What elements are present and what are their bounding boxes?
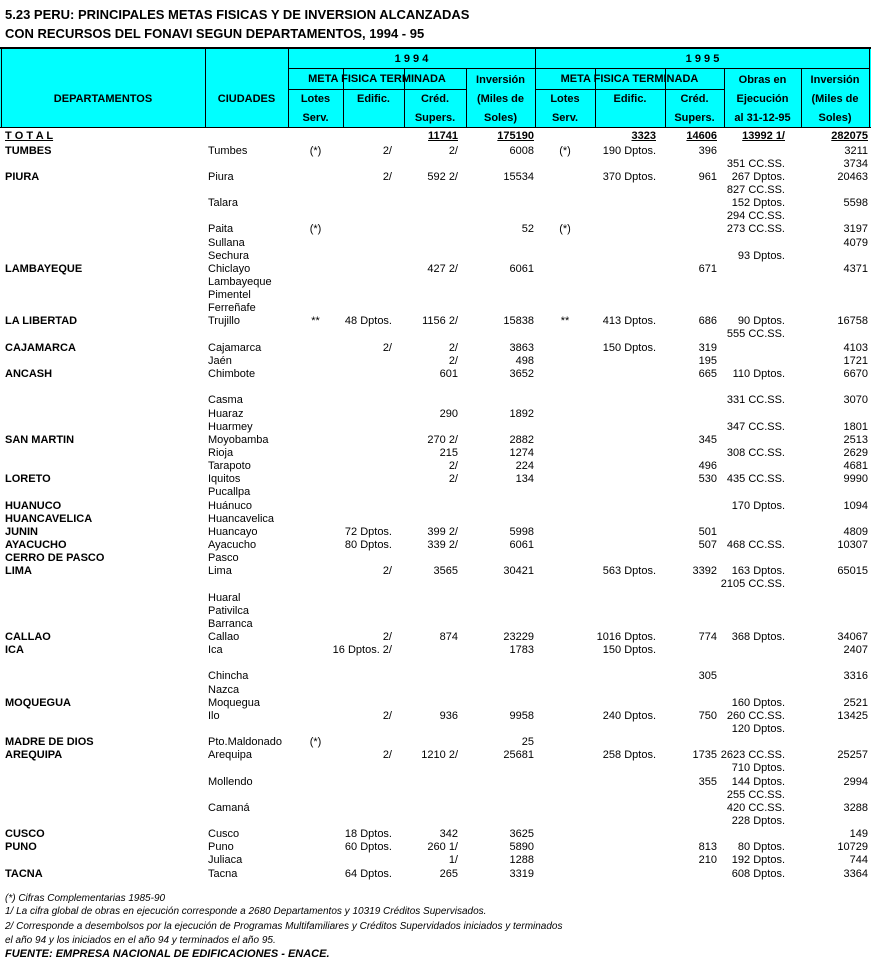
cell-edif94: 2/ — [382, 171, 392, 183]
cell-lotes94: ** — [311, 315, 320, 327]
cell-lotes94: (*) — [309, 736, 322, 748]
cell-inv94: 30421 — [503, 565, 534, 577]
cell-city: Casma — [208, 394, 243, 406]
cell-dep: LORETO — [5, 473, 51, 485]
cell-cred94: 215 — [439, 447, 458, 459]
cell-lotes95: ** — [560, 315, 570, 327]
cell-edif94: 2/ — [382, 749, 392, 761]
cell-obras: 555 CC.SS. — [726, 328, 785, 340]
cell-dep: CALLAO — [5, 631, 51, 643]
cell-city: Pto.Maldonado — [208, 736, 282, 748]
cell-inv95: 34067 — [837, 631, 868, 643]
cell-city: Huaraz — [208, 408, 244, 420]
cell-cred95: 507 — [698, 539, 717, 551]
cred-1995-header: Créd. — [680, 93, 709, 105]
cell-cred95: 750 — [698, 710, 717, 722]
edific-1994-header: Edific. — [356, 93, 390, 105]
cell-cred95: 530 — [698, 473, 717, 485]
cell-cred94: 11741 — [428, 130, 458, 142]
cell-obras: 368 Dptos. — [731, 631, 785, 643]
cell-inv94: 175190 — [497, 130, 534, 142]
cell-dep: PIURA — [5, 171, 40, 183]
cell-cred95: 496 — [698, 460, 717, 472]
cell-city: Lambayeque — [208, 276, 272, 288]
cell-obras: 80 Dptos. — [737, 841, 785, 853]
lotes-1994-header-2: Serv. — [302, 112, 329, 124]
cell-inv95: 16758 — [837, 315, 868, 327]
cell-dep: ICA — [5, 644, 24, 656]
cell-cred95: 686 — [698, 315, 717, 327]
cell-edif94: 2/ — [382, 565, 392, 577]
cell-inv94: 25 — [521, 736, 534, 748]
cell-cred95: 355 — [698, 776, 717, 788]
meta-fisica-1994-header: META FISICA TERMINADA — [308, 73, 446, 85]
cell-obras: 608 Dptos. — [731, 868, 785, 880]
cell-inv95: 744 — [849, 854, 868, 866]
cell-obras: 13992 1/ — [742, 130, 785, 142]
cell-obras: 228 Dptos. — [731, 815, 785, 827]
cell-inv95: 9990 — [843, 473, 868, 485]
year-1995-header: 1 9 9 5 — [685, 53, 720, 65]
footnote-cifras: (*) Cifras Complementarias 1985-90 — [5, 893, 166, 904]
cell-obras: 255 CC.SS. — [726, 789, 785, 801]
cell-city: Chimbote — [208, 368, 256, 380]
cell-cred94: 290 — [439, 408, 458, 420]
cell-dep: CUSCO — [5, 828, 45, 840]
cell-edif94: 72 Dptos. — [344, 526, 392, 538]
cell-city: Ayacucho — [208, 539, 257, 551]
cell-inv95: 2407 — [843, 644, 868, 656]
cell-obras: 120 Dptos. — [731, 723, 785, 735]
cred-1994-header: Créd. — [420, 93, 450, 105]
cell-inv94: 5890 — [509, 841, 534, 853]
cell-obras: 827 CC.SS. — [726, 184, 785, 196]
cell-inv94: 224 — [515, 460, 534, 472]
cell-city: Barranca — [208, 618, 253, 630]
cell-obras: 331 CC.SS. — [726, 394, 785, 406]
cell-city: Callao — [208, 631, 240, 643]
cell-lotes94: (*) — [309, 223, 322, 235]
cell-dep: CERRO DE PASCO — [5, 552, 105, 564]
cell-city: Puno — [208, 841, 234, 853]
cell-cred95: 774 — [698, 631, 717, 643]
cell-cred94: 3565 — [433, 565, 458, 577]
cell-edif95: 240 Dptos. — [602, 710, 656, 722]
cell-city: Chiclayo — [208, 263, 251, 275]
cell-inv94: 134 — [515, 473, 534, 485]
cell-dep: LA LIBERTAD — [5, 315, 78, 327]
cell-cred94: 260 1/ — [427, 841, 458, 853]
cell-inv95: 2513 — [843, 434, 868, 446]
cell-city: Lima — [208, 565, 232, 577]
cell-inv95: 3211 — [844, 145, 868, 157]
cell-obras: 160 Dptos. — [731, 697, 785, 709]
cell-dep: HUANUCO — [5, 500, 62, 512]
cell-city: Pucallpa — [208, 486, 251, 498]
cell-edif94: 18 Dptos. — [344, 828, 392, 840]
cell-inv95: 149 — [849, 828, 868, 840]
cell-inv94: 23229 — [503, 631, 534, 643]
cell-inv95: 3364 — [843, 868, 868, 880]
cell-city: Pasco — [208, 552, 239, 564]
cell-city: Mollendo — [208, 776, 253, 788]
cell-obras: 152 Dptos. — [731, 197, 785, 209]
cell-obras: 351 CC.SS. — [726, 158, 785, 170]
cell-dep: LIMA — [5, 565, 32, 577]
cell-inv95: 3316 — [843, 670, 868, 682]
cell-cred95: 671 — [698, 263, 717, 275]
cell-cred94: 427 2/ — [427, 263, 458, 275]
cell-inv95: 10307 — [837, 539, 868, 551]
cell-obras: 93 Dptos. — [737, 250, 785, 262]
cell-dep: LAMBAYEQUE — [5, 263, 83, 275]
cell-obras: 2105 CC.SS. — [720, 578, 785, 590]
cell-obras: 294 CC.SS. — [726, 210, 785, 222]
cell-city: Tarapoto — [208, 460, 251, 472]
cell-dep: AYACUCHO — [5, 539, 67, 551]
cell-cred94: 339 2/ — [427, 539, 458, 551]
cell-obras: 420 CC.SS. — [726, 802, 785, 814]
cell-cred95: 319 — [698, 342, 717, 354]
cell-inv95: 3070 — [843, 394, 868, 406]
cell-city: Huarmey — [208, 421, 253, 433]
inversion-1995-header-3: Soles) — [818, 112, 852, 124]
cell-edif94: 60 Dptos. — [344, 841, 392, 853]
cell-dep: MADRE DE DIOS — [5, 736, 94, 748]
cell-obras: 2623 CC.SS. — [720, 749, 785, 761]
cell-city: Huaral — [208, 592, 241, 604]
cell-dep: PUNO — [5, 841, 37, 853]
cell-inv95: 4681 — [843, 460, 868, 472]
inversion-1994-header: Inversión — [476, 74, 525, 86]
cell-city: Talara — [208, 197, 238, 209]
cell-cred95: 396 — [698, 145, 717, 157]
cell-inv94: 6061 — [509, 263, 534, 275]
cell-cred94: 936 — [439, 710, 458, 722]
obras-header-3: al 31-12-95 — [734, 112, 791, 124]
cell-city: Paita — [208, 223, 234, 235]
cell-city: Camaná — [208, 802, 250, 814]
inversion-1994-header-3: Soles) — [483, 112, 517, 124]
cell-inv95: 282075 — [831, 130, 868, 142]
cell-obras: 110 Dptos. — [732, 368, 785, 380]
cell-inv94: 3652 — [509, 368, 534, 380]
cell-city: Pimentel — [208, 289, 251, 301]
cell-cred95: 305 — [698, 670, 717, 682]
cell-city: Ferreñafe — [208, 302, 256, 314]
cell-inv95: 1801 — [843, 421, 868, 433]
cell-inv95: 1094 — [843, 500, 868, 512]
cell-obras: 273 CC.SS. — [726, 223, 785, 235]
cell-cred94: 2/ — [448, 460, 458, 472]
cell-city: Jaén — [208, 355, 232, 367]
cell-inv95: 2994 — [843, 776, 868, 788]
inversion-1995-header: Inversión — [810, 74, 860, 86]
cell-cred95: 665 — [698, 368, 717, 380]
cell-city: Pativilca — [208, 605, 249, 617]
cell-cred94: 270 2/ — [427, 434, 458, 446]
cell-edif94: 2/ — [382, 342, 392, 354]
cell-city: Tumbes — [208, 145, 248, 157]
cell-inv94: 6061 — [509, 539, 534, 551]
cell-cred94: 1210 2/ — [421, 749, 458, 761]
cell-city: Sechura — [208, 250, 249, 262]
cell-city: Chincha — [208, 670, 249, 682]
cell-obras: 90 Dptos. — [737, 315, 785, 327]
cell-cred95: 345 — [698, 434, 717, 446]
cell-inv94: 5998 — [509, 526, 534, 538]
cell-inv94: 3625 — [509, 828, 534, 840]
cell-inv95: 4371 — [843, 263, 868, 275]
cell-lotes95: (*) — [559, 223, 571, 235]
cell-inv95: 13425 — [837, 710, 868, 722]
cell-edif94: 16 Dptos. 2/ — [332, 644, 392, 656]
cell-inv94: 1274 — [509, 447, 534, 459]
cell-obras: 468 CC.SS. — [726, 539, 785, 551]
cell-cred94: 342 — [439, 828, 458, 840]
cell-inv95: 3734 — [843, 158, 868, 170]
cell-city: Cajamarca — [208, 342, 262, 354]
cell-edif95: 370 Dptos. — [602, 171, 656, 183]
cell-inv95: 3197 — [843, 223, 868, 235]
cell-inv94: 6008 — [509, 145, 534, 157]
cell-inv94: 3319 — [509, 868, 534, 880]
cell-city: Juliaca — [208, 854, 243, 866]
cell-edif95: 3323 — [631, 130, 656, 142]
cell-cred95: 961 — [698, 171, 717, 183]
cell-inv95: 65015 — [837, 565, 868, 577]
edific-1995-header: Edific. — [613, 93, 647, 105]
cell-cred94: 592 2/ — [427, 171, 458, 183]
cell-inv95: 6670 — [843, 368, 868, 380]
cell-cred94: 2/ — [448, 355, 458, 367]
ciudades-header: CIUDADES — [217, 93, 276, 105]
cell-dep: SAN MARTIN — [5, 434, 75, 446]
cell-obras: 347 CC.SS. — [726, 421, 785, 433]
cell-obras: 267 Dptos. — [731, 171, 785, 183]
meta-fisica-1995-header: META FISICA TERMINADA — [560, 73, 699, 85]
cell-edif95: 1016 Dptos. — [596, 631, 656, 643]
cell-dep: AREQUIPA — [5, 749, 63, 761]
cell-city: Nazca — [208, 684, 240, 696]
cell-dep: JUNIN — [5, 526, 39, 538]
cell-obras: 308 CC.SS. — [726, 447, 785, 459]
cell-city: Moyobamba — [208, 434, 269, 446]
cell-dep: TACNA — [5, 868, 43, 880]
cell-edif95: 413 Dptos. — [602, 315, 656, 327]
footnote-1: 1/ La cifra global de obras en ejecución corresponde a 2680 Departamentos y 10319 Créditos Supervisados. — [5, 906, 487, 917]
cell-inv95: 10729 — [837, 841, 868, 853]
cell-dep: MOQUEGUA — [5, 697, 71, 709]
cell-edif95: 150 Dptos. — [602, 342, 656, 354]
table-header — [0, 47, 871, 128]
cell-city: Ilo — [208, 710, 220, 722]
table-title-line-1: 5.23 PERU: PRINCIPALES METAS FISICAS Y DE INVERSION ALCANZADAS — [5, 7, 470, 22]
cell-inv94: 3863 — [509, 342, 534, 354]
cell-cred94: 601 — [439, 368, 458, 380]
cell-city: Piura — [208, 171, 234, 183]
cell-inv94: 15534 — [503, 171, 534, 183]
cell-obras: 170 Dptos. — [731, 500, 785, 512]
cell-cred95: 195 — [698, 355, 717, 367]
source-note: FUENTE: EMPRESA NACIONAL DE EDIFICACIONES - ENACE. — [5, 948, 330, 960]
cell-cred94: 2/ — [448, 473, 458, 485]
cell-inv94: 9958 — [509, 710, 534, 722]
cell-cred95: 1735 — [692, 749, 717, 761]
cell-city: Iquitos — [208, 473, 241, 485]
cell-city: Sullana — [208, 237, 245, 249]
cred-1995-header-2: Supers. — [674, 112, 715, 124]
cell-obras: 163 Dptos. — [731, 565, 785, 577]
cell-edif94: 2/ — [382, 631, 392, 643]
footnote-2: 2/ Corresponde a desembolsos por la ejecución de Programas Multifamiliares y Créditos Supervidados iniciados y terminados — [5, 921, 563, 932]
cell-inv94: 15838 — [503, 315, 534, 327]
cell-edif95: 258 Dptos. — [602, 749, 656, 761]
cell-cred95: 210 — [698, 854, 717, 866]
cell-cred95: 14606 — [686, 130, 717, 142]
obras-header-2: Ejecución — [736, 93, 789, 105]
cell-inv95: 5598 — [843, 197, 868, 209]
cell-inv94: 498 — [515, 355, 534, 367]
cell-edif94: 80 Dptos. — [344, 539, 392, 551]
cred-1994-header-2: Supers. — [414, 112, 456, 124]
obras-header: Obras en — [738, 74, 787, 86]
cell-obras: 710 Dptos. — [731, 762, 785, 774]
footnote-2-continued: el año 94 y los iniciados en el año 94 y terminados el año 95. — [5, 935, 276, 946]
cell-inv95: 2629 — [843, 447, 868, 459]
cell-city: Rioja — [208, 447, 234, 459]
cell-city: Moquegua — [208, 697, 260, 709]
cell-edif94: 2/ — [382, 145, 392, 157]
cell-inv95: 4103 — [843, 342, 868, 354]
cell-lotes95: (*) — [559, 145, 571, 157]
cell-inv95: 4079 — [843, 237, 868, 249]
cell-inv95: 3288 — [843, 802, 868, 814]
cell-obras: 192 Dptos. — [731, 854, 785, 866]
cell-city: Arequipa — [208, 749, 253, 761]
cell-dep: T O T A L — [5, 130, 54, 142]
cell-obras: 435 CC.SS. — [726, 473, 785, 485]
cell-inv94: 25681 — [503, 749, 534, 761]
cell-lotes94: (*) — [309, 145, 322, 157]
inversion-1994-header-2: (Miles de — [476, 93, 525, 105]
cell-edif94: 2/ — [382, 710, 392, 722]
cell-obras: 260 CC.SS. — [726, 710, 785, 722]
cell-inv94: 52 — [521, 223, 534, 235]
cell-edif94: 48 Dptos. — [344, 315, 392, 327]
cell-cred94: 874 — [439, 631, 458, 643]
cell-inv94: 1288 — [509, 854, 534, 866]
lotes-1995-header-2: Serv. — [551, 112, 579, 124]
cell-city: Ica — [208, 644, 223, 656]
cell-dep: TUMBES — [5, 145, 52, 157]
cell-obras: 144 Dptos. — [731, 776, 785, 788]
cell-city: Huancayo — [208, 526, 258, 538]
lotes-1995-header: Lotes — [550, 93, 580, 105]
cell-city: Tacna — [208, 868, 238, 880]
cell-cred95: 813 — [698, 841, 717, 853]
inversion-1995-header-2: (Miles de — [811, 93, 859, 105]
cell-edif94: 64 Dptos. — [344, 868, 392, 880]
cell-dep: HUANCAVELICA — [5, 513, 93, 525]
cell-city: Huancavelica — [208, 513, 275, 525]
cell-inv94: 2882 — [509, 434, 534, 446]
cell-cred95: 3392 — [692, 565, 717, 577]
cell-cred94: 399 2/ — [427, 526, 458, 538]
cell-cred94: 2/ — [448, 145, 458, 157]
cell-cred95: 501 — [698, 526, 717, 538]
cell-inv95: 1721 — [843, 355, 868, 367]
cell-dep: ANCASH — [5, 368, 53, 380]
cell-inv95: 2521 — [843, 697, 868, 709]
cell-dep: CAJAMARCA — [5, 342, 76, 354]
year-1994-header: 1 9 9 4 — [394, 53, 429, 65]
table-title-line-2: CON RECURSOS DEL FONAVI SEGUN DEPARTAMENTOS, 1994 - 95 — [5, 26, 425, 41]
cell-edif95: 563 Dptos. — [602, 565, 656, 577]
cell-city: Huánuco — [208, 500, 253, 512]
cell-inv94: 1892 — [509, 408, 534, 420]
cell-cred94: 2/ — [448, 342, 458, 354]
cell-edif95: 150 Dptos. — [602, 644, 656, 656]
cell-cred94: 1/ — [448, 854, 458, 866]
cell-inv95: 25257 — [837, 749, 868, 761]
cell-inv94: 1783 — [509, 644, 534, 656]
lotes-1994-header: Lotes — [300, 93, 331, 105]
cell-edif95: 190 Dptos. — [602, 145, 656, 157]
cell-city: Trujillo — [208, 315, 240, 327]
cell-inv95: 4809 — [843, 526, 868, 538]
departamentos-header: DEPARTAMENTOS — [53, 93, 153, 105]
cell-cred94: 265 — [439, 868, 458, 880]
cell-inv95: 20463 — [837, 171, 868, 183]
cell-cred94: 1156 2/ — [422, 315, 458, 327]
cell-city: Cusco — [208, 828, 240, 840]
